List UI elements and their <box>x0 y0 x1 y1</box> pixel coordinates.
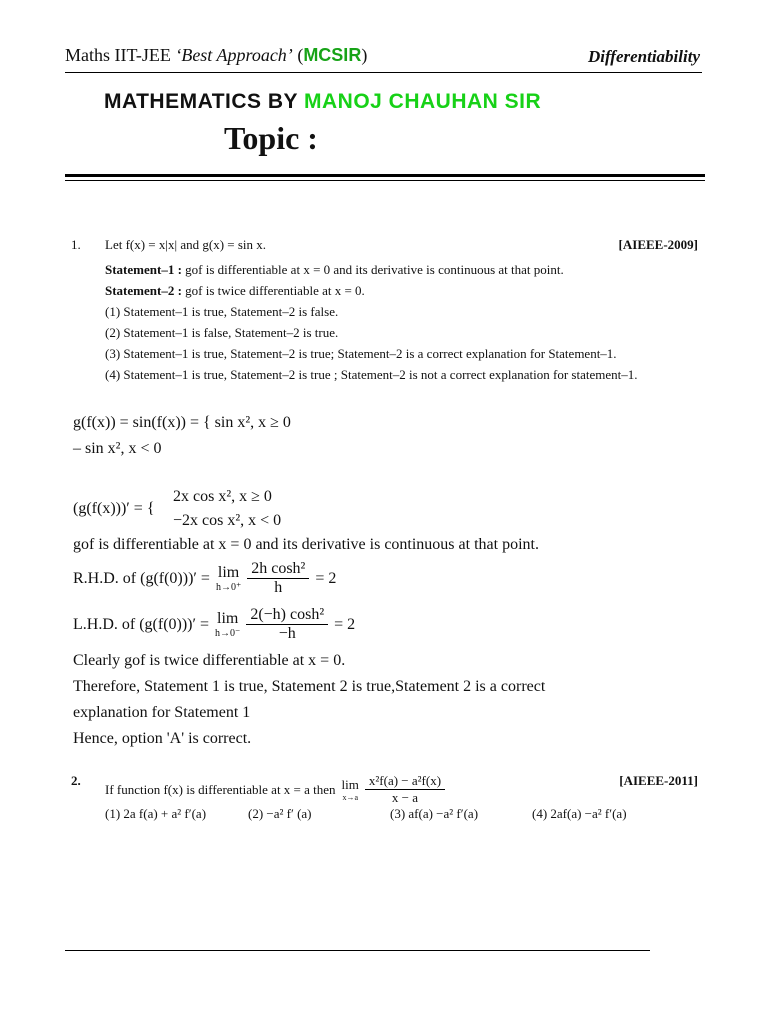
q2-question: If function f(x) is differentiable at x = a then <box>105 781 336 797</box>
lhd-lhs: L.H.D. of (g(f(0)))′ = <box>73 615 210 633</box>
q1-option: (1) Statement–1 is true, Statement–2 is false. <box>105 304 339 319</box>
lhd-expression <box>73 606 355 643</box>
q2-fraction <box>365 773 445 806</box>
q2-option: (1) 2a f(a) + a² f′(a) <box>105 806 207 821</box>
rhd-fraction <box>247 560 309 597</box>
q1-s2-label: Statement–2 : <box>105 283 182 298</box>
q1-number: 1. <box>71 237 81 252</box>
solution-line: gof is differentiable at x = 0 and its derivative is continuous at that point. <box>73 536 539 553</box>
q2-denominator: x − a <box>391 790 419 805</box>
q1-question: Let f(x) = x|x| and g(x) = sin x. <box>105 237 267 252</box>
lhd-limit <box>215 610 240 639</box>
q1-source: [AIEEE-2009] <box>618 237 698 252</box>
lhd-lim-sub: h→0⁻ <box>215 628 241 639</box>
q2-lim-word: lim <box>341 777 359 792</box>
q2-number: 2. <box>71 773 81 788</box>
solution-line: g(f(x)) = sin(f(x)) = { sin x², x ≥ 0 <box>73 414 291 431</box>
q2-limit <box>342 777 359 802</box>
page-title <box>104 90 541 114</box>
title-part1: MATHEMATICS BY <box>104 90 304 113</box>
lhd-numerator: 2(−h) cosh² <box>246 606 328 625</box>
q1-s1-label: Statement–1 : <box>105 262 182 277</box>
header-divider <box>65 72 702 73</box>
solution-line: explanation for Statement 1 <box>73 704 251 721</box>
header-chapter: Differentiability <box>587 47 700 66</box>
rhd-lhs: R.H.D. of (g(f(0)))′ = <box>73 569 210 587</box>
q1-s1-text: gof is differentiable at x = 0 and its derivative is continuous at that point. <box>181 262 564 277</box>
rhd-expression <box>73 560 336 597</box>
title-divider-thin <box>65 180 705 181</box>
topic-label: Topic : <box>224 120 318 156</box>
header-left <box>65 45 367 66</box>
header-italic: ‘Best Approach’ <box>175 45 293 65</box>
header-close: ) <box>361 45 368 65</box>
title-author: MANOJ CHAUHAN SIR <box>304 90 542 113</box>
lhd-denominator: −h <box>278 625 296 642</box>
q2-question-row <box>105 773 445 806</box>
solution-line: Hence, option 'A' is correct. <box>73 730 252 747</box>
q2-numerator: x²f(a) − a²f(x) <box>365 773 445 790</box>
solution-line: Therefore, Statement 1 is true, Statement 2 is true,Statement 2 is a correct <box>73 678 546 695</box>
lhd-lim-word: lim <box>217 610 239 627</box>
lhd-result: = 2 <box>334 615 356 633</box>
q2-lim-sub: x→a <box>342 793 358 802</box>
header-brand: MCSIR <box>303 45 362 65</box>
q2-option: (2) −a² f′ (a) <box>248 806 312 821</box>
header-open: ( <box>292 45 304 65</box>
q1-statement2 <box>105 283 365 299</box>
q2-option: (3) af(a) −a² f′(a) <box>390 806 479 821</box>
header-prefix: Maths IIT-JEE <box>65 45 176 65</box>
q2-source: [AIEEE-2011] <box>619 773 698 788</box>
rhd-lim-word: lim <box>217 564 240 581</box>
q1-option: (3) Statement–1 is true, Statement–2 is true; Statement–2 is a correct explanation for Statement–1. <box>105 346 617 361</box>
rhd-denominator: h <box>274 579 283 596</box>
derivative-lhs: (g(f(x)))′ = { <box>73 500 155 517</box>
derivative-case: 2x cos x², x ≥ 0 <box>173 488 272 505</box>
q1-option: (4) Statement–1 is true, Statement–2 is true ; Statement–2 is not a correct explanation for statement–1. <box>105 367 638 382</box>
q1-statement1 <box>105 262 564 278</box>
solution-line: Clearly gof is twice differentiable at x = 0. <box>73 652 346 669</box>
q2-option: (4) 2af(a) −a² f′(a) <box>532 806 627 821</box>
footer-divider <box>65 950 650 951</box>
rhd-result: = 2 <box>315 569 337 587</box>
q1-option: (2) Statement–1 is false, Statement–2 is true. <box>105 325 339 340</box>
solution-line: – sin x², x < 0 <box>73 440 162 457</box>
title-divider-thick <box>65 174 705 177</box>
rhd-numerator: 2h cosh² <box>247 560 309 579</box>
rhd-limit <box>216 564 241 593</box>
rhd-lim-sub: h→0⁺ <box>215 582 242 593</box>
derivative-case: −2x cos x², x < 0 <box>173 512 282 529</box>
q1-s2-text: gof is twice differentiable at x = 0. <box>181 283 365 298</box>
lhd-fraction <box>246 606 328 643</box>
